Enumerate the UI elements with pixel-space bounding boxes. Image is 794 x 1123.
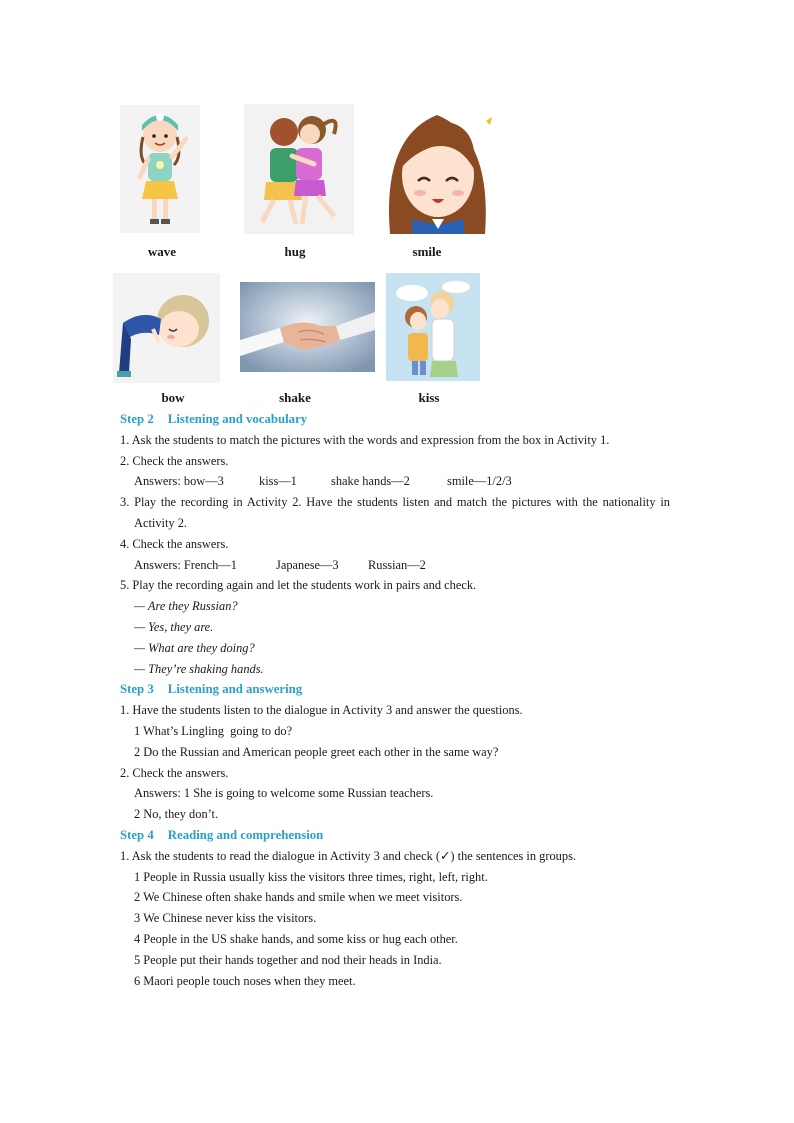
girl-smiling-icon	[382, 107, 493, 234]
step2-item1: 1. Ask the students to match the pictures with the words and expression from the box in Activity 1.	[120, 432, 610, 447]
picture-label-bow: bow	[161, 390, 185, 405]
step4-heading	[120, 825, 670, 846]
step2-answers-nationality	[120, 555, 670, 576]
kiss-on-cheek-picture	[386, 273, 480, 381]
picture-label-wave: wave	[147, 244, 177, 259]
step3-item1: 1. Have the students listen to the dialogue in Activity 3 and answer the questions.	[120, 703, 523, 718]
step2-title: Listening and vocabulary	[167, 412, 308, 426]
picture-label-kiss: kiss	[418, 390, 440, 405]
girl-waving-icon	[120, 105, 200, 233]
step2-heading	[120, 409, 670, 430]
sentence-item: 3 We Chinese never kiss the visitors.	[134, 911, 317, 926]
answer-bow: Answers: bow—3	[134, 474, 224, 489]
question-2: 2 Do the Russian and American people greet each other in the same way?	[134, 744, 499, 759]
answer-shake-hands: shake hands—2	[331, 474, 410, 489]
dialogue-line: — Yes, they are.	[134, 619, 214, 634]
step3-heading	[120, 679, 670, 700]
step3-number: Step 3	[120, 682, 154, 697]
step4-number: Step 4	[120, 827, 154, 842]
picture-label-hug: hug	[284, 244, 306, 259]
step2-number: Step 2	[120, 412, 154, 426]
boy-bowing-icon	[113, 273, 220, 383]
dialogue-line: — What are they doing?	[134, 640, 255, 655]
girls-hugging-icon	[244, 104, 354, 234]
answer-smile: smile—1/2/3	[447, 474, 512, 489]
kiss-icon	[386, 273, 480, 381]
handshake-photo-picture	[240, 282, 375, 372]
answer-kiss: kiss—1	[259, 474, 297, 489]
girl-smiling-picture	[382, 107, 493, 234]
sentence-item: 6 Maori people touch noses when they meet.	[134, 973, 356, 988]
answer-russian: Russian—2	[368, 557, 426, 572]
answer-japanese: Japanese—3	[276, 557, 339, 572]
step3-title: Listening and answering	[167, 682, 303, 697]
sentence-item: 2 We Chinese often shake hands and smile when we meet visitors.	[134, 890, 463, 905]
step2-item4: 4. Check the answers.	[120, 536, 229, 551]
sentence-item: 4 People in the US shake hands, and some kiss or hug each other.	[134, 931, 458, 946]
girls-hugging-picture	[244, 104, 354, 234]
girl-waving-picture	[120, 105, 200, 233]
answer-french: Answers: French—1	[134, 557, 237, 572]
picture-label-shake: shake	[279, 390, 311, 405]
lesson-steps	[120, 409, 670, 991]
step2-item3: 3. Play the recording in Activity 2. Have the students listen and match the pictures with the nationality in Activity 2.	[120, 495, 670, 530]
step2-item5: 5. Play the recording again and let the students work in pairs and check.	[120, 578, 477, 593]
handshake-icon	[240, 282, 375, 372]
dialogue-line: — They’re shaking hands.	[134, 661, 264, 676]
dialogue-line: — Are they Russian?	[134, 599, 238, 614]
answer-2: 2 No, they don’t.	[134, 807, 219, 822]
sentence-item: 1 People in Russia usually kiss the visitors three times, right, left, right.	[134, 869, 488, 884]
step4-item1: 1. Ask the students to read the dialogue in Activity 3 and check (✓) the sentences in groups.	[120, 848, 576, 863]
step2-answers	[120, 471, 670, 492]
sentence-item: 5 People put their hands together and nod their heads in India.	[134, 952, 442, 967]
step3-item2: 2. Check the answers.	[120, 765, 229, 780]
picture-label-smile: smile	[412, 244, 442, 259]
step4-title: Reading and comprehension	[167, 827, 324, 842]
boy-bowing-picture	[113, 273, 220, 383]
step2-item2: 2. Check the answers.	[120, 453, 229, 468]
answer-1: Answers: 1 She is going to welcome some Russian teachers.	[134, 786, 434, 801]
question-1: 1 What’s Lingling going to do?	[134, 723, 293, 738]
